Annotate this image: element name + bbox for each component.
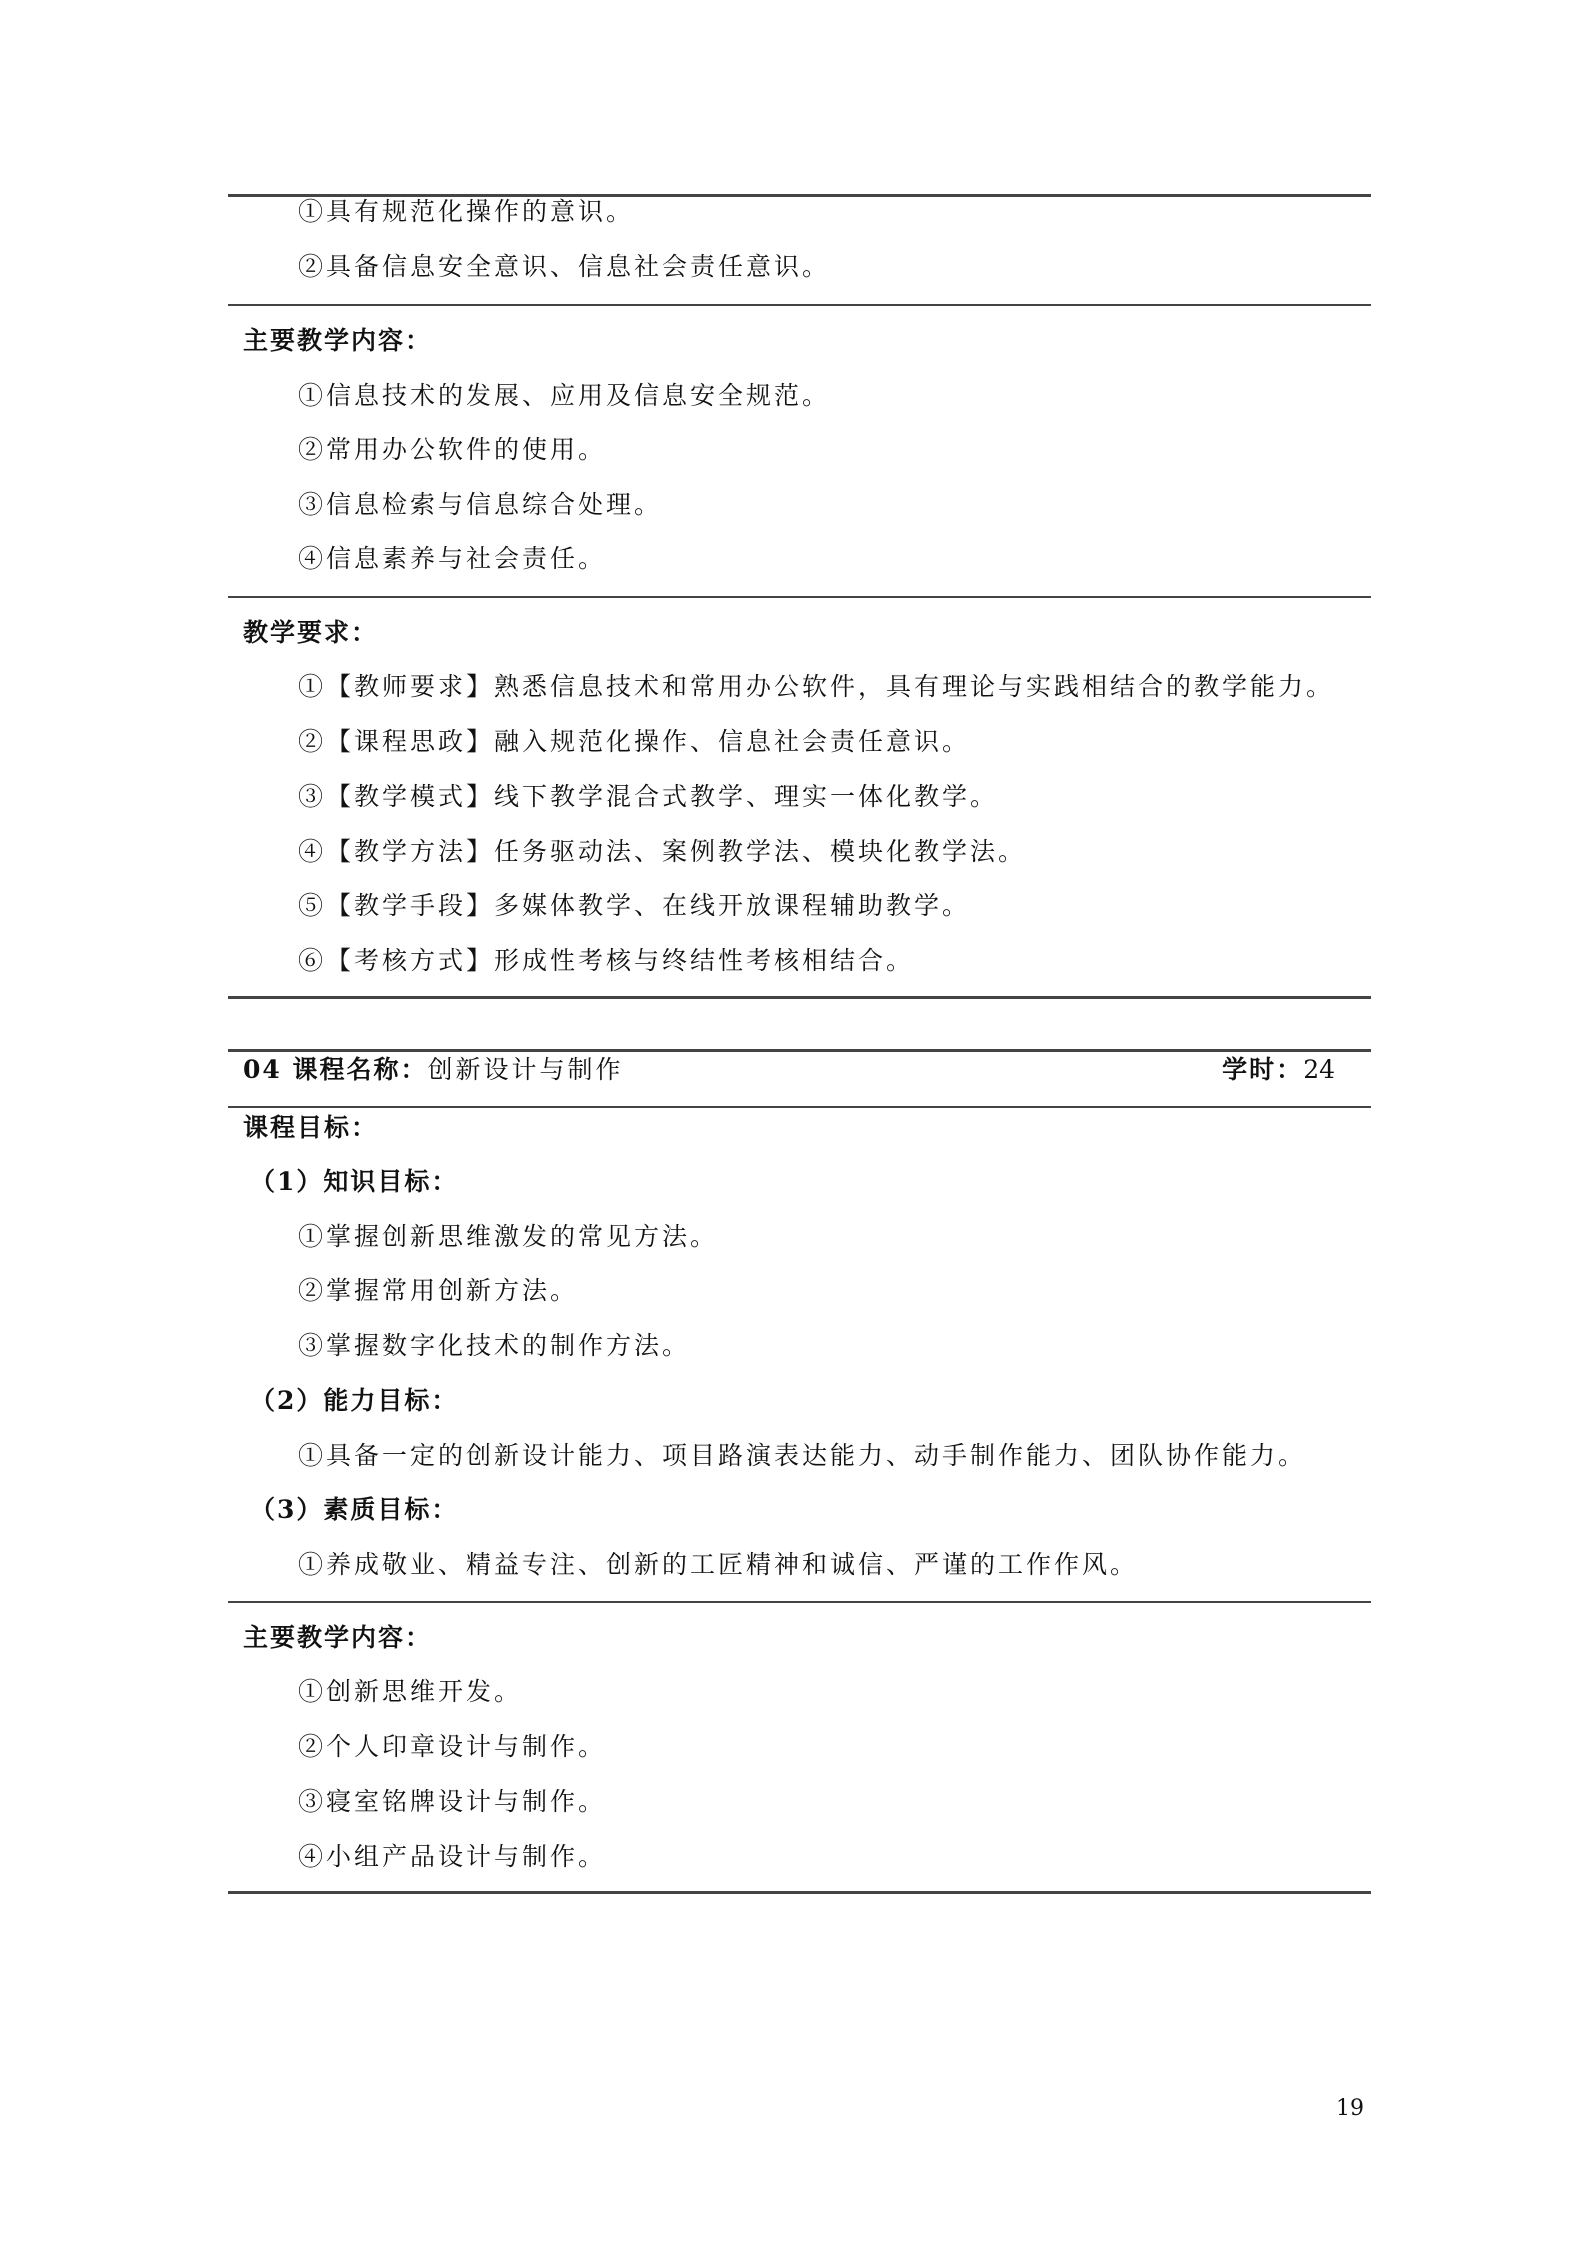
requirement-item: ⑥【考核方式】形成性考核与终结性考核相结合。 xyxy=(298,946,915,975)
content-item: ①信息技术的发展、应用及信息安全规范。 xyxy=(298,381,831,410)
course-content-item: ②个人印章设计与制作。 xyxy=(298,1732,607,1761)
course-title xyxy=(243,1054,624,1086)
requirement-item: ②【课程思政】融入规范化操作、信息社会责任意识。 xyxy=(298,727,971,756)
literacy-item: ②具备信息安全意识、信息社会责任意识。 xyxy=(298,252,831,281)
course-content-item: ③寝室铭牌设计与制作。 xyxy=(298,1787,607,1816)
knowledge-item: ③掌握数字化技术的制作方法。 xyxy=(298,1331,691,1360)
requirement-item: ③【教学模式】线下教学混合式教学、理实一体化教学。 xyxy=(298,782,999,811)
page-number: 19 xyxy=(1336,2096,1364,2121)
requirement-item: ⑤【教学手段】多媒体教学、在线开放课程辅助教学。 xyxy=(298,891,971,920)
course-content-heading: 主要教学内容： xyxy=(243,1623,433,1652)
course-hours xyxy=(1222,1054,1335,1086)
row-divider xyxy=(228,1106,1371,1108)
row-divider xyxy=(228,1601,1371,1603)
content-item: ②常用办公软件的使用。 xyxy=(298,435,607,464)
row-divider xyxy=(228,304,1371,306)
quality-item: ①养成敬业、精益专注、创新的工匠精神和诚信、严谨的工作作风。 xyxy=(298,1550,1139,1579)
ability-item: ①具备一定的创新设计能力、项目路演表达能力、动手制作能力、团队协作能力。 xyxy=(298,1441,1307,1470)
goal-heading: 课程目标： xyxy=(243,1113,379,1142)
knowledge-item: ②掌握常用创新方法。 xyxy=(298,1276,579,1305)
hours-value: 24 xyxy=(1303,1055,1335,1084)
course-title-row xyxy=(228,1054,1371,1088)
content-heading: 主要教学内容： xyxy=(243,326,433,355)
literacy-item: ①具有规范化操作的意识。 xyxy=(298,197,635,226)
content-item: ③信息检索与信息综合处理。 xyxy=(298,490,663,519)
row-divider xyxy=(228,596,1371,598)
knowledge-item: ①掌握创新思维激发的常见方法。 xyxy=(298,1222,719,1251)
knowledge-heading: （1）知识目标： xyxy=(250,1167,459,1196)
course-content-item: ①创新思维开发。 xyxy=(298,1677,523,1706)
requirement-item: ④【教学方法】任务驱动法、案例教学法、模块化教学法。 xyxy=(298,837,1027,866)
requirement-item: ①【教师要求】熟悉信息技术和常用办公软件，具有理论与实践相结合的教学能力。 xyxy=(298,672,1335,701)
quality-heading: （3）素质目标： xyxy=(250,1495,459,1524)
table-bottom-rule xyxy=(228,1891,1371,1894)
table-top-rule xyxy=(228,1049,1371,1052)
table-bottom-rule xyxy=(228,996,1371,999)
course-content-item: ④小组产品设计与制作。 xyxy=(298,1842,607,1871)
hours-label: 学时： xyxy=(1222,1055,1304,1084)
requirements-heading: 教学要求： xyxy=(243,618,379,647)
content-item: ④信息素养与社会责任。 xyxy=(298,544,607,573)
ability-heading: （2）能力目标： xyxy=(250,1386,459,1415)
course-number-label: 04 课程名称： xyxy=(243,1055,428,1084)
course-name: 创新设计与制作 xyxy=(427,1055,624,1084)
